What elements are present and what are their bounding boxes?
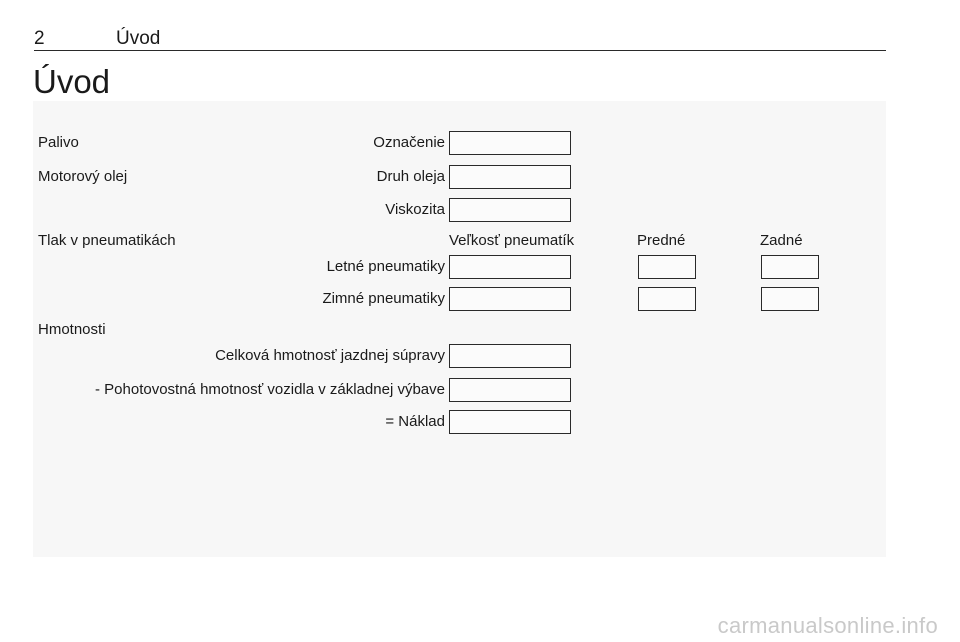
tyre-pressure-label: Tlak v pneumatikách (38, 232, 176, 249)
payload-field[interactable] (449, 410, 571, 434)
summer-front-pressure-field[interactable] (638, 255, 696, 279)
running-title: Úvod (116, 28, 161, 49)
gross-weight-label: Celková hmotnosť jazdnej súpravy (215, 347, 445, 364)
kerb-weight-field[interactable] (449, 378, 571, 402)
payload-label: = Náklad (385, 413, 445, 430)
oil-type-label: Druh oleja (376, 168, 445, 185)
summer-tyres-label: Letné pneumatiky (326, 258, 445, 275)
viscosity-label: Viskozita (385, 201, 445, 218)
summer-tyre-size-field[interactable] (449, 255, 571, 279)
designation-label: Označenie (373, 134, 445, 151)
viscosity-field[interactable] (449, 198, 571, 222)
page-number: 2 (34, 28, 45, 49)
header-rule (34, 50, 886, 51)
fuel-label: Palivo (38, 134, 79, 151)
gross-weight-field[interactable] (449, 344, 571, 368)
weights-label: Hmotnosti (38, 321, 106, 338)
engine-oil-label: Motorový olej (38, 168, 128, 185)
site-watermark: carmanualsonline.info (717, 613, 938, 638)
winter-tyre-size-field[interactable] (449, 287, 571, 311)
summer-rear-pressure-field[interactable] (761, 255, 819, 279)
kerb-weight-label: - Pohotovostná hmotnosť vozidla v základnej výbave (95, 381, 445, 398)
winter-front-pressure-field[interactable] (638, 287, 696, 311)
rear-column-header: Zadné (760, 232, 803, 249)
page-title: Úvod (33, 63, 111, 100)
tyre-size-column-header: Veľkosť pneumatík (449, 232, 575, 249)
front-column-header: Predné (637, 232, 686, 249)
fuel-designation-field[interactable] (449, 131, 571, 155)
winter-rear-pressure-field[interactable] (761, 287, 819, 311)
oil-type-field[interactable] (449, 165, 571, 189)
winter-tyres-label: Zimné pneumatiky (322, 290, 445, 307)
